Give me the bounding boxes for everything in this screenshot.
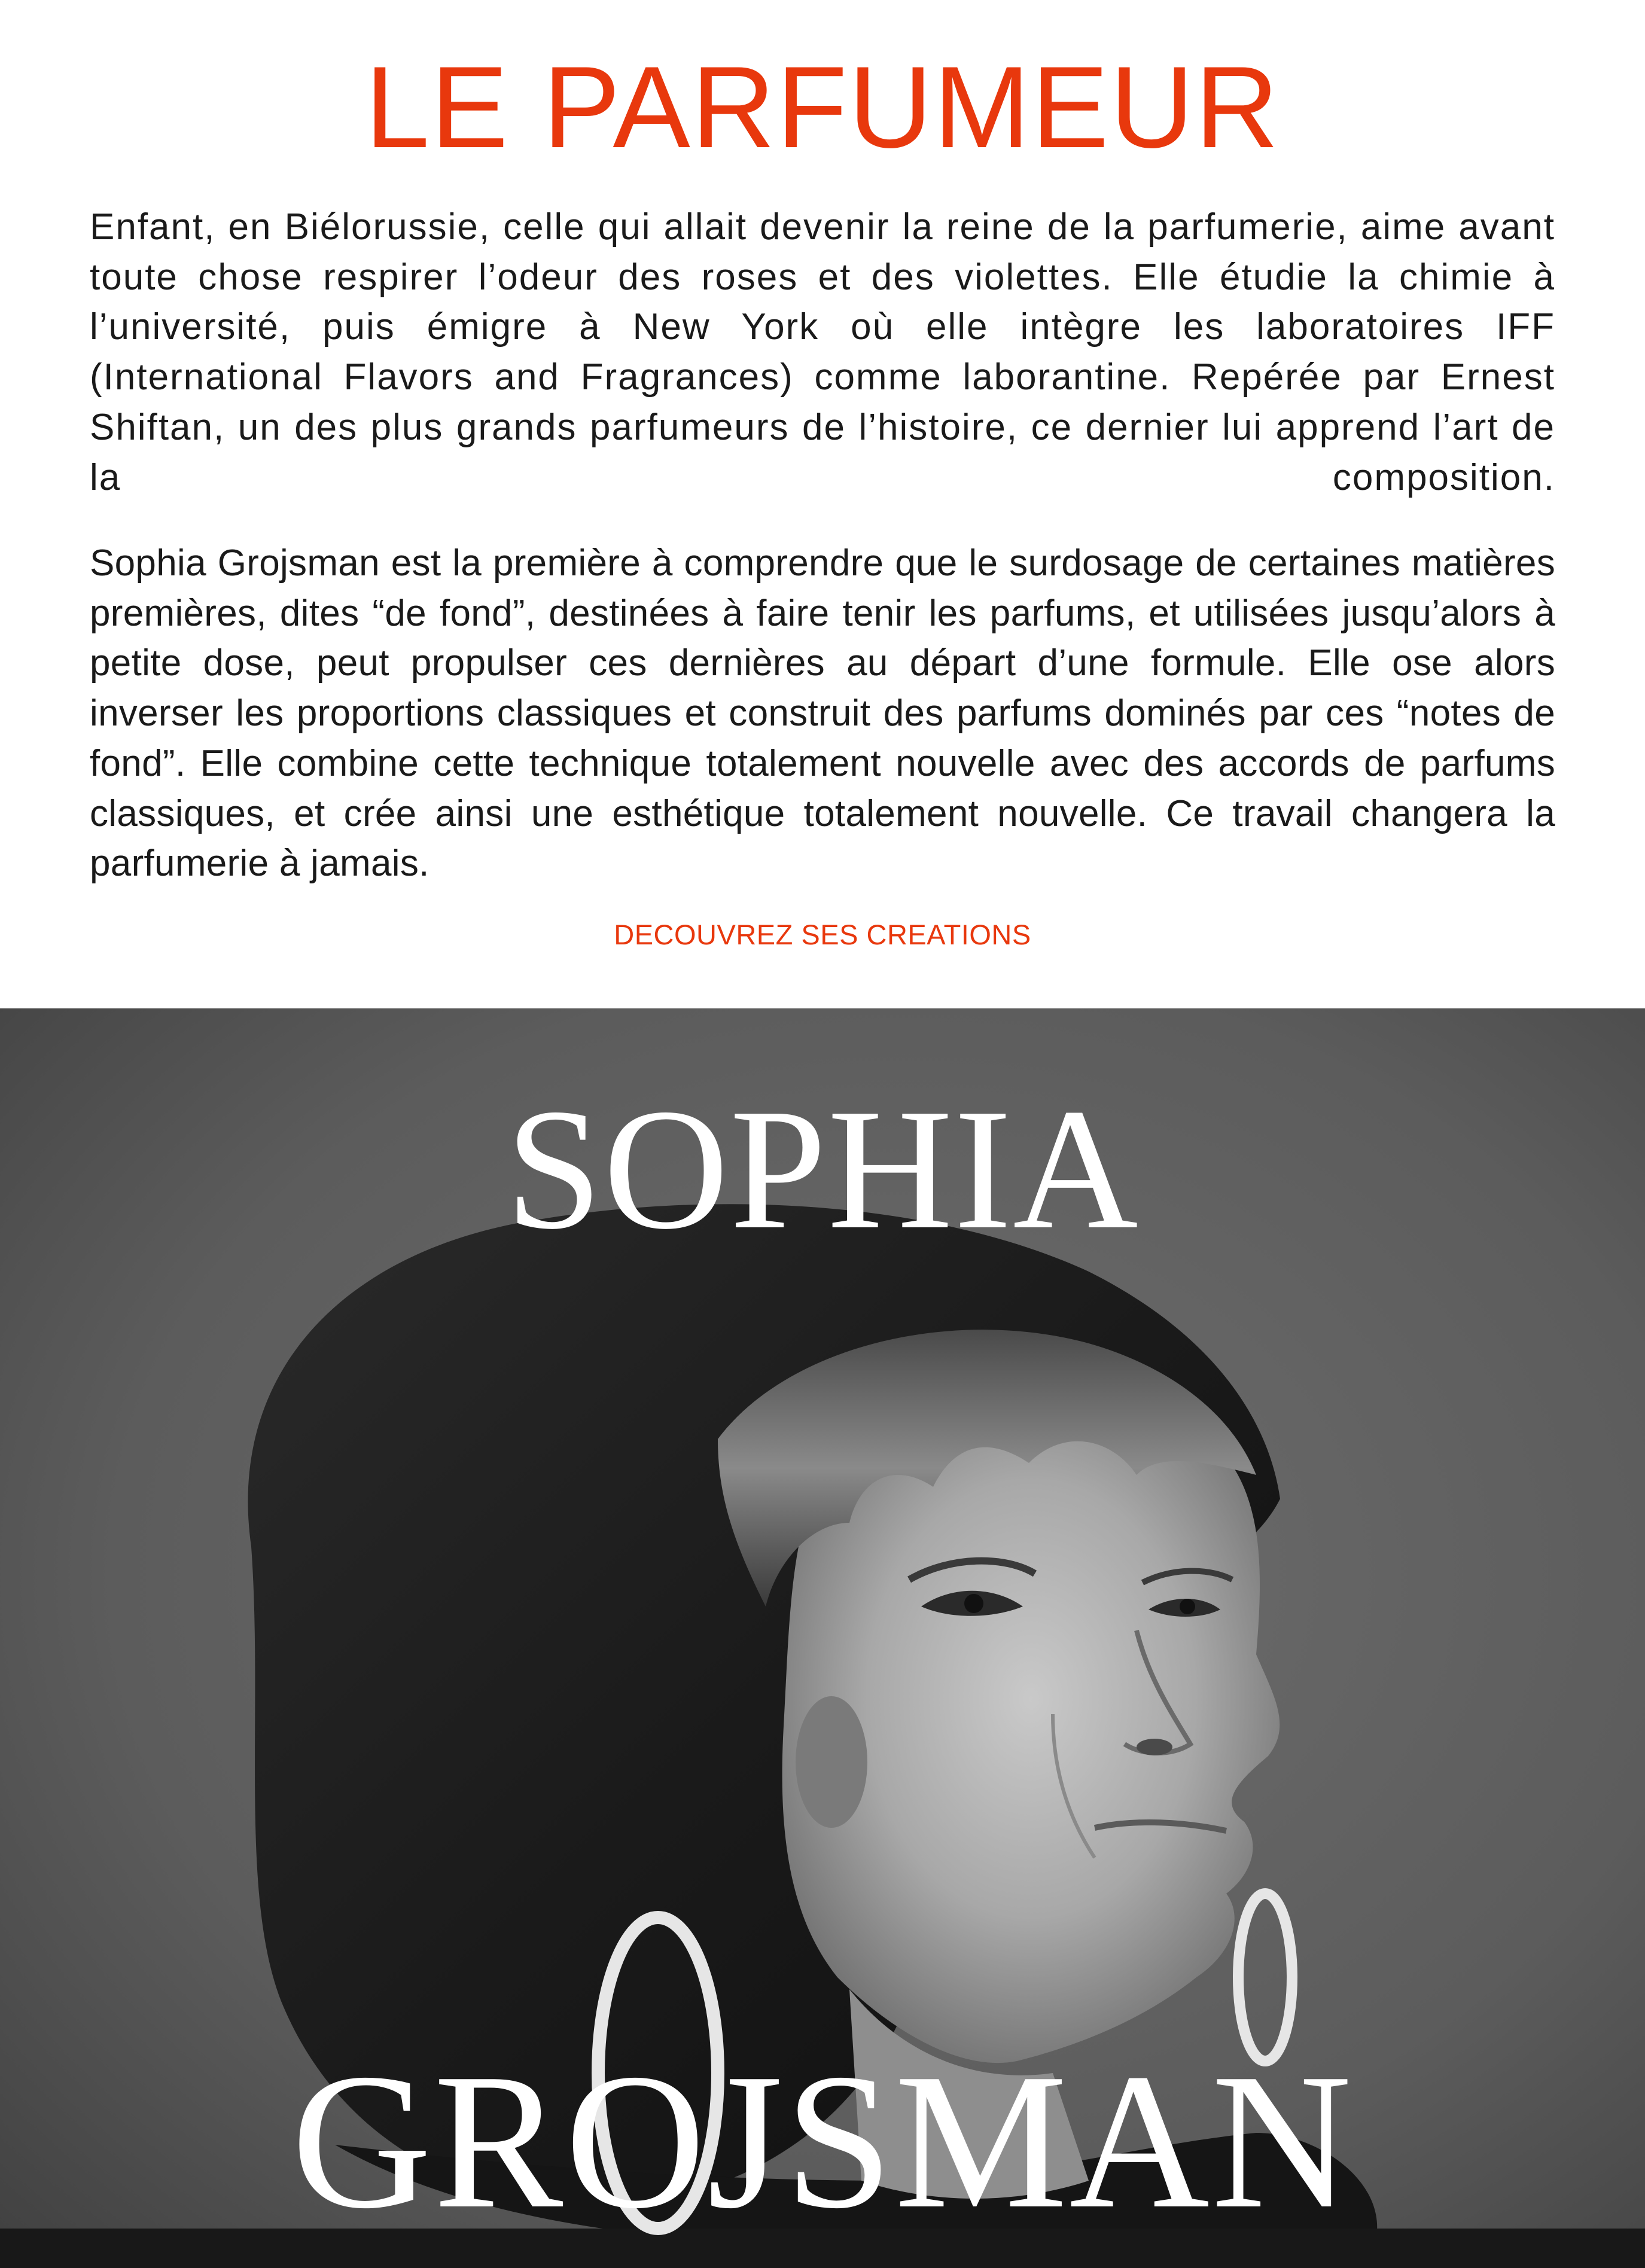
- perfumer-intro-section: [0, 0, 1645, 1008]
- portrait-last-name: GROJSMAN: [291, 2034, 1354, 2249]
- section-title: LE PARFUMEUR: [365, 42, 1280, 172]
- technique-paragraph: Sophia Grojsman est la première à comprendre que le surdosage de certaines matières premières, dites “de fond”, destinées à faire tenir les parfums, et utilisées jusqu’alors à petite dose, peut propulser ces dernières au départ d’une formule. Elle ose alors inverser les proportions classiques et construit des parfums dominés par ces “notes de fond”. Elle combine cette technique totalement nouvelle avec des accords de parfums classiques, et crée ainsi une esthétique totalement nouvelle. Ce travail changera la parfumerie à jamais.: [90, 542, 1555, 885]
- portrait-first-name: SOPHIA: [505, 1073, 1140, 1265]
- intro-paragraph: Enfant, en Biélorussie, celle qui allait devenir la reine de la parfumerie, aime avant toute chose respirer l’odeur des roses et des violettes. Elle étudie la chimie à l’université, puis émigre à New York où elle intègre les laboratoires IFF (International Flavors and Fragrances) comme laborantine. Repérée par Ernest Shiftan, un des plus grands parfumeurs de l’histoire, ce dernier lui apprend l’art de la composition.: [90, 206, 1555, 498]
- discover-creations-link[interactable]: DECOUVREZ SES CREATIONS: [614, 919, 1031, 950]
